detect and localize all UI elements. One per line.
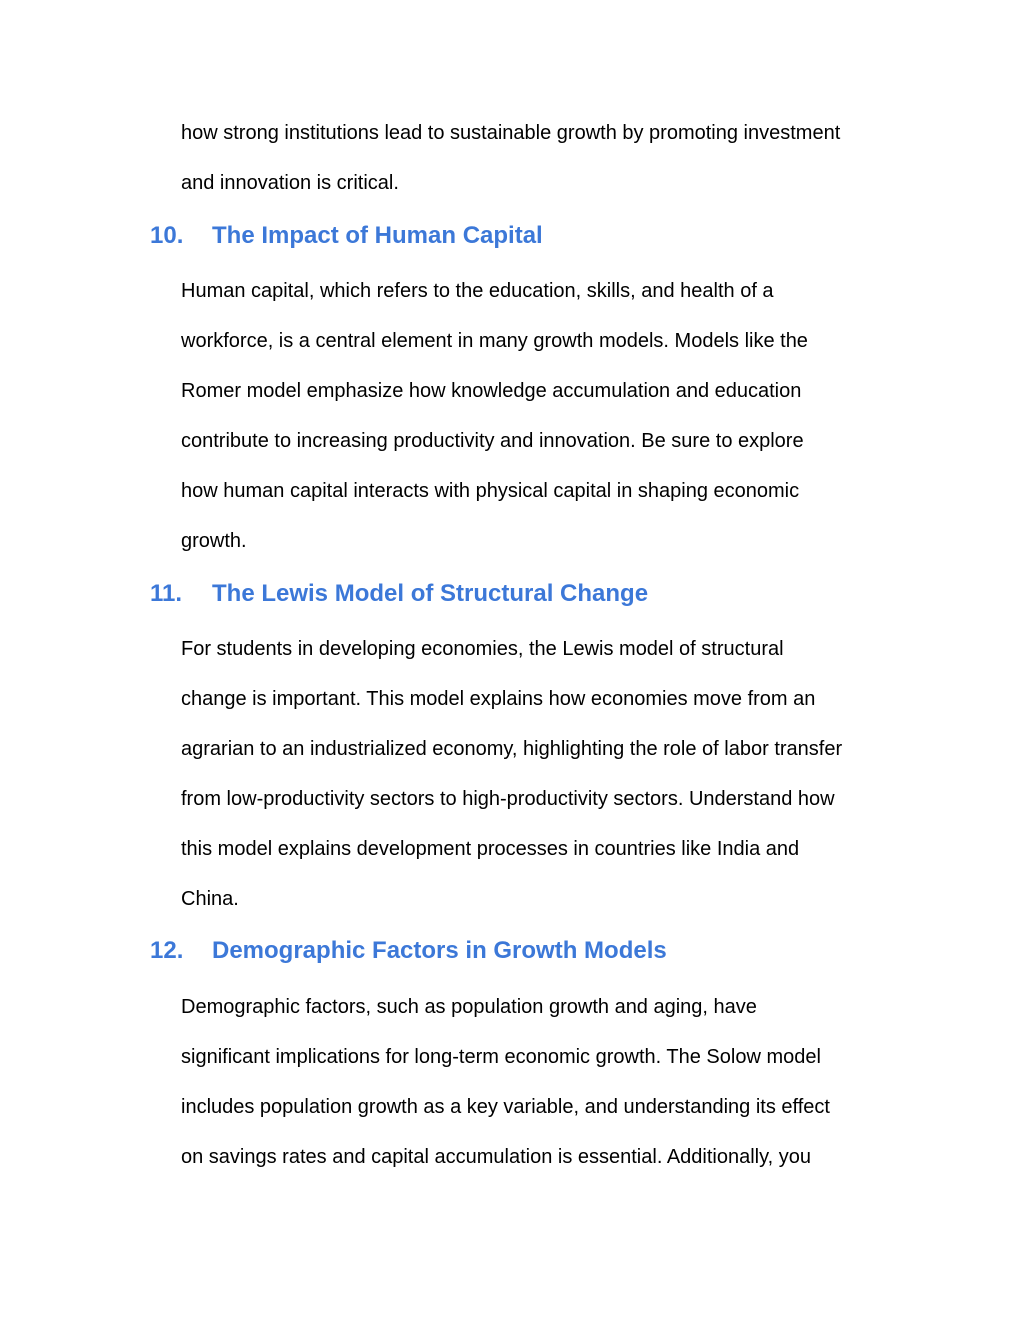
section-title: Demographic Factors in Growth Models	[212, 937, 667, 964]
section-heading-10	[150, 221, 543, 251]
section-body-10: Human capital, which refers to the education, skills, and health of a workforce, is a central element in many growth models. Models like the Romer model emphasize how knowledge accumulation and education contribute to increasing productivity and innovation. Be sure to explore how human capital interacts with physical capital in shaping economic growth.	[181, 280, 808, 552]
intro-paragraph: how strong institutions lead to sustainable growth by promoting investment and innovation is critical.	[181, 122, 841, 194]
section-heading-12	[150, 936, 667, 966]
section-number: 11.	[150, 580, 183, 607]
section-body-12: Demographic factors, such as population growth and aging, have significant implications for long-term economic growth. The Solow model includes population growth as a key variable, and understanding its effect on savings rates and capital accumulation is essential. Additionally, you	[181, 996, 830, 1168]
section-title: The Lewis Model of Structural Change	[212, 580, 649, 607]
section-heading-11	[150, 579, 648, 609]
section-number: 12.	[150, 937, 184, 964]
section-title: The Impact of Human Capital	[212, 222, 543, 249]
section-number: 10.	[150, 222, 184, 249]
section-body-11: For students in developing economies, the Lewis model of structural change is important. This model explains how economies move from an agrarian to an industrialized economy, highlighting the role of labor transfer from low-productivity sectors to high-productivity sectors. Understand how this model explains development processes in countries like India and China.	[181, 638, 843, 910]
